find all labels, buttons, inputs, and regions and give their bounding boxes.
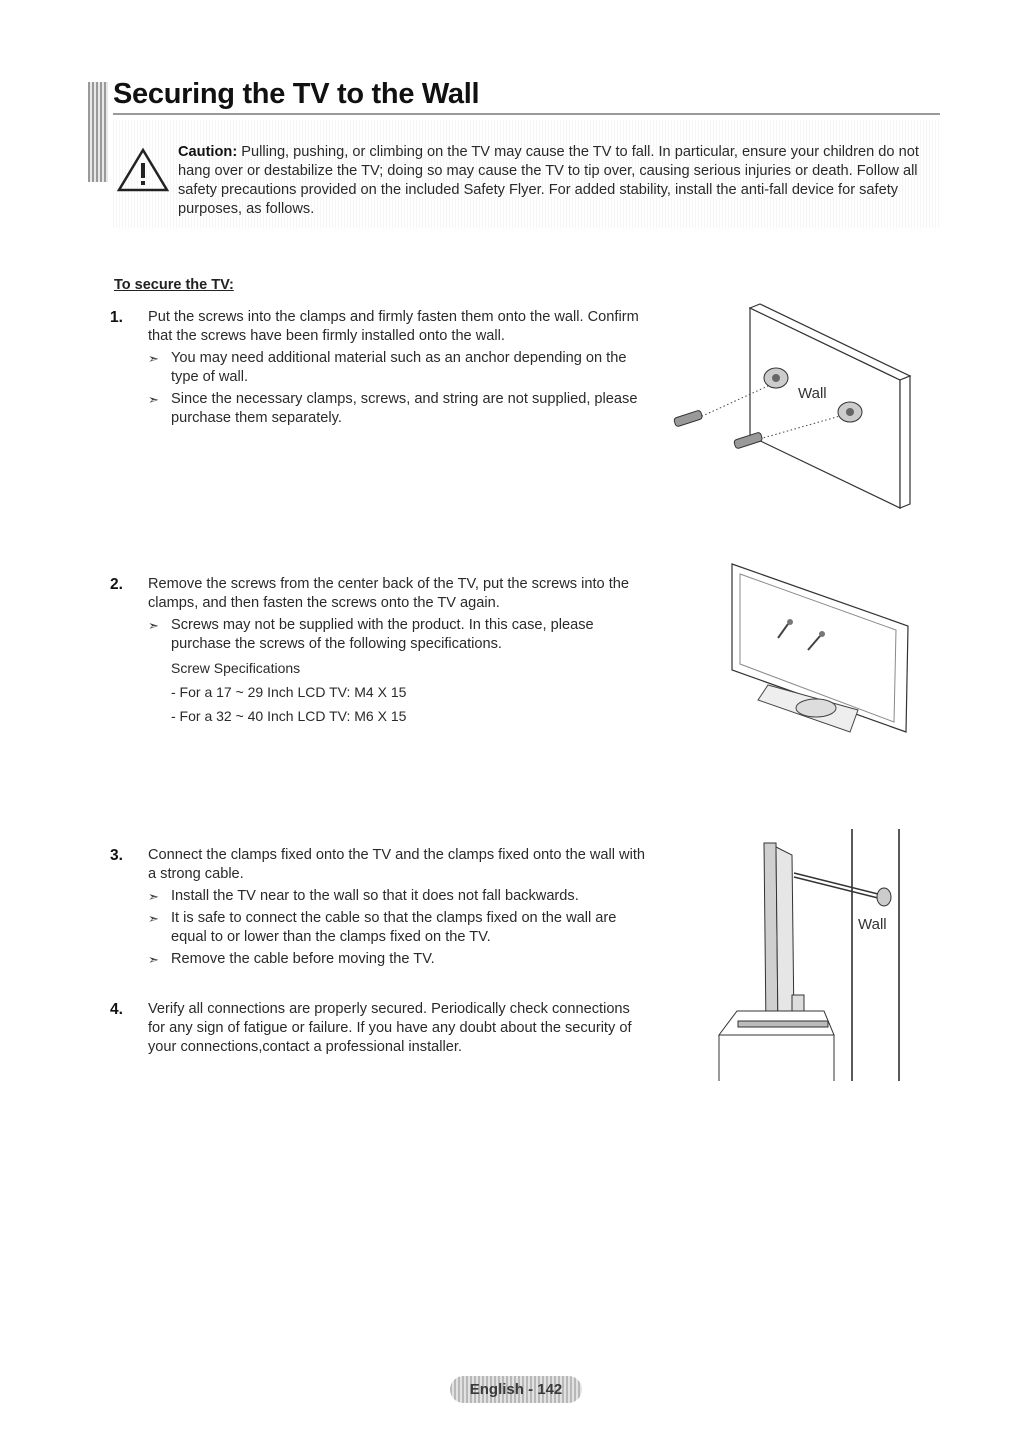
wall-label: Wall xyxy=(798,385,827,402)
step-text: Verify all connections are properly secured. Periodically check connections for any sign of fatigue or failure. If you have any doubt about the security of your connections,contact a professional installer. xyxy=(148,1001,632,1055)
section-heading: To secure the TV: xyxy=(114,277,234,293)
note-item xyxy=(148,616,650,654)
spec-title: Screw Specifications xyxy=(171,660,301,676)
wall-clamps-figure xyxy=(668,300,913,515)
note-item xyxy=(148,887,650,906)
step-text: Connect the clamps fixed onto the TV and the clamps fixed onto the wall with a strong cable. xyxy=(148,847,646,882)
note-text: You may need additional material such as an anchor depending on the type of wall. xyxy=(171,350,627,385)
note-item xyxy=(148,909,650,947)
step-2 xyxy=(110,575,650,726)
step-text: Remove the screws from the center back of the TV, put the screws into the clamps, and then fasten the screws onto the TV again. xyxy=(148,576,630,611)
page-title: Securing the TV to the Wall xyxy=(113,78,480,110)
page-number-badge: English - 142 xyxy=(450,1376,582,1403)
caution-label: Caution: xyxy=(178,144,238,160)
step-number: 1. xyxy=(110,309,123,326)
note-text: Screws may not be supplied with the product. In this case, please purchase the screws of the following specifications. xyxy=(171,617,594,652)
step-1 xyxy=(110,308,650,428)
note-text: Remove the cable before moving the TV. xyxy=(171,951,435,967)
caution-text-block xyxy=(178,143,923,219)
note-text: Since the necessary clamps, screws, and string are not supplied, please purchase them separately. xyxy=(171,391,638,426)
note-text: Install the TV near to the wall so that it does not fall backwards. xyxy=(171,888,579,904)
note-arrow-icon: ➣ xyxy=(148,889,159,904)
step-4 xyxy=(110,1000,650,1057)
spec-line: - For a 32 ~ 40 Inch LCD TV: M6 X 15 xyxy=(171,708,407,724)
title-divider xyxy=(113,113,940,115)
spec-line: - For a 17 ~ 29 Inch LCD TV: M4 X 15 xyxy=(171,684,407,700)
note-arrow-icon: ➣ xyxy=(148,351,159,366)
tv-tied-to-wall-figure xyxy=(712,825,912,1085)
wall-label: Wall xyxy=(858,916,887,933)
note-item xyxy=(148,390,650,428)
step-number: 2. xyxy=(110,576,123,593)
note-item xyxy=(148,950,650,969)
note-arrow-icon: ➣ xyxy=(148,618,159,633)
warning-triangle-icon xyxy=(117,147,169,193)
caution-message: Pulling, pushing, or climbing on the TV may cause the TV to fall. In particular, ensure your children do not hang over or destabilize the TV; doing so may cause the TV to tip over, causing serious injuries or death. Follow all safety precautions provided on the included Safety Flyer. For added stability, install the anti-fall device for safety purposes, as follows. xyxy=(178,144,919,217)
title-decoration-bar xyxy=(88,82,108,182)
note-text: It is safe to connect the cable so that the clamps fixed on the wall are equal to or lower than the clamps fixed on the TV. xyxy=(171,910,617,945)
step-number: 4. xyxy=(110,1001,123,1018)
step-3 xyxy=(110,846,650,969)
step-number: 3. xyxy=(110,847,123,864)
tv-back-figure xyxy=(728,560,913,745)
note-arrow-icon: ➣ xyxy=(148,392,159,407)
note-arrow-icon: ➣ xyxy=(148,952,159,967)
note-arrow-icon: ➣ xyxy=(148,911,159,926)
step-text: Put the screws into the clamps and firmly fasten them onto the wall. Confirm that the screws have been firmly installed onto the wall. xyxy=(148,309,639,344)
note-item xyxy=(148,349,650,387)
